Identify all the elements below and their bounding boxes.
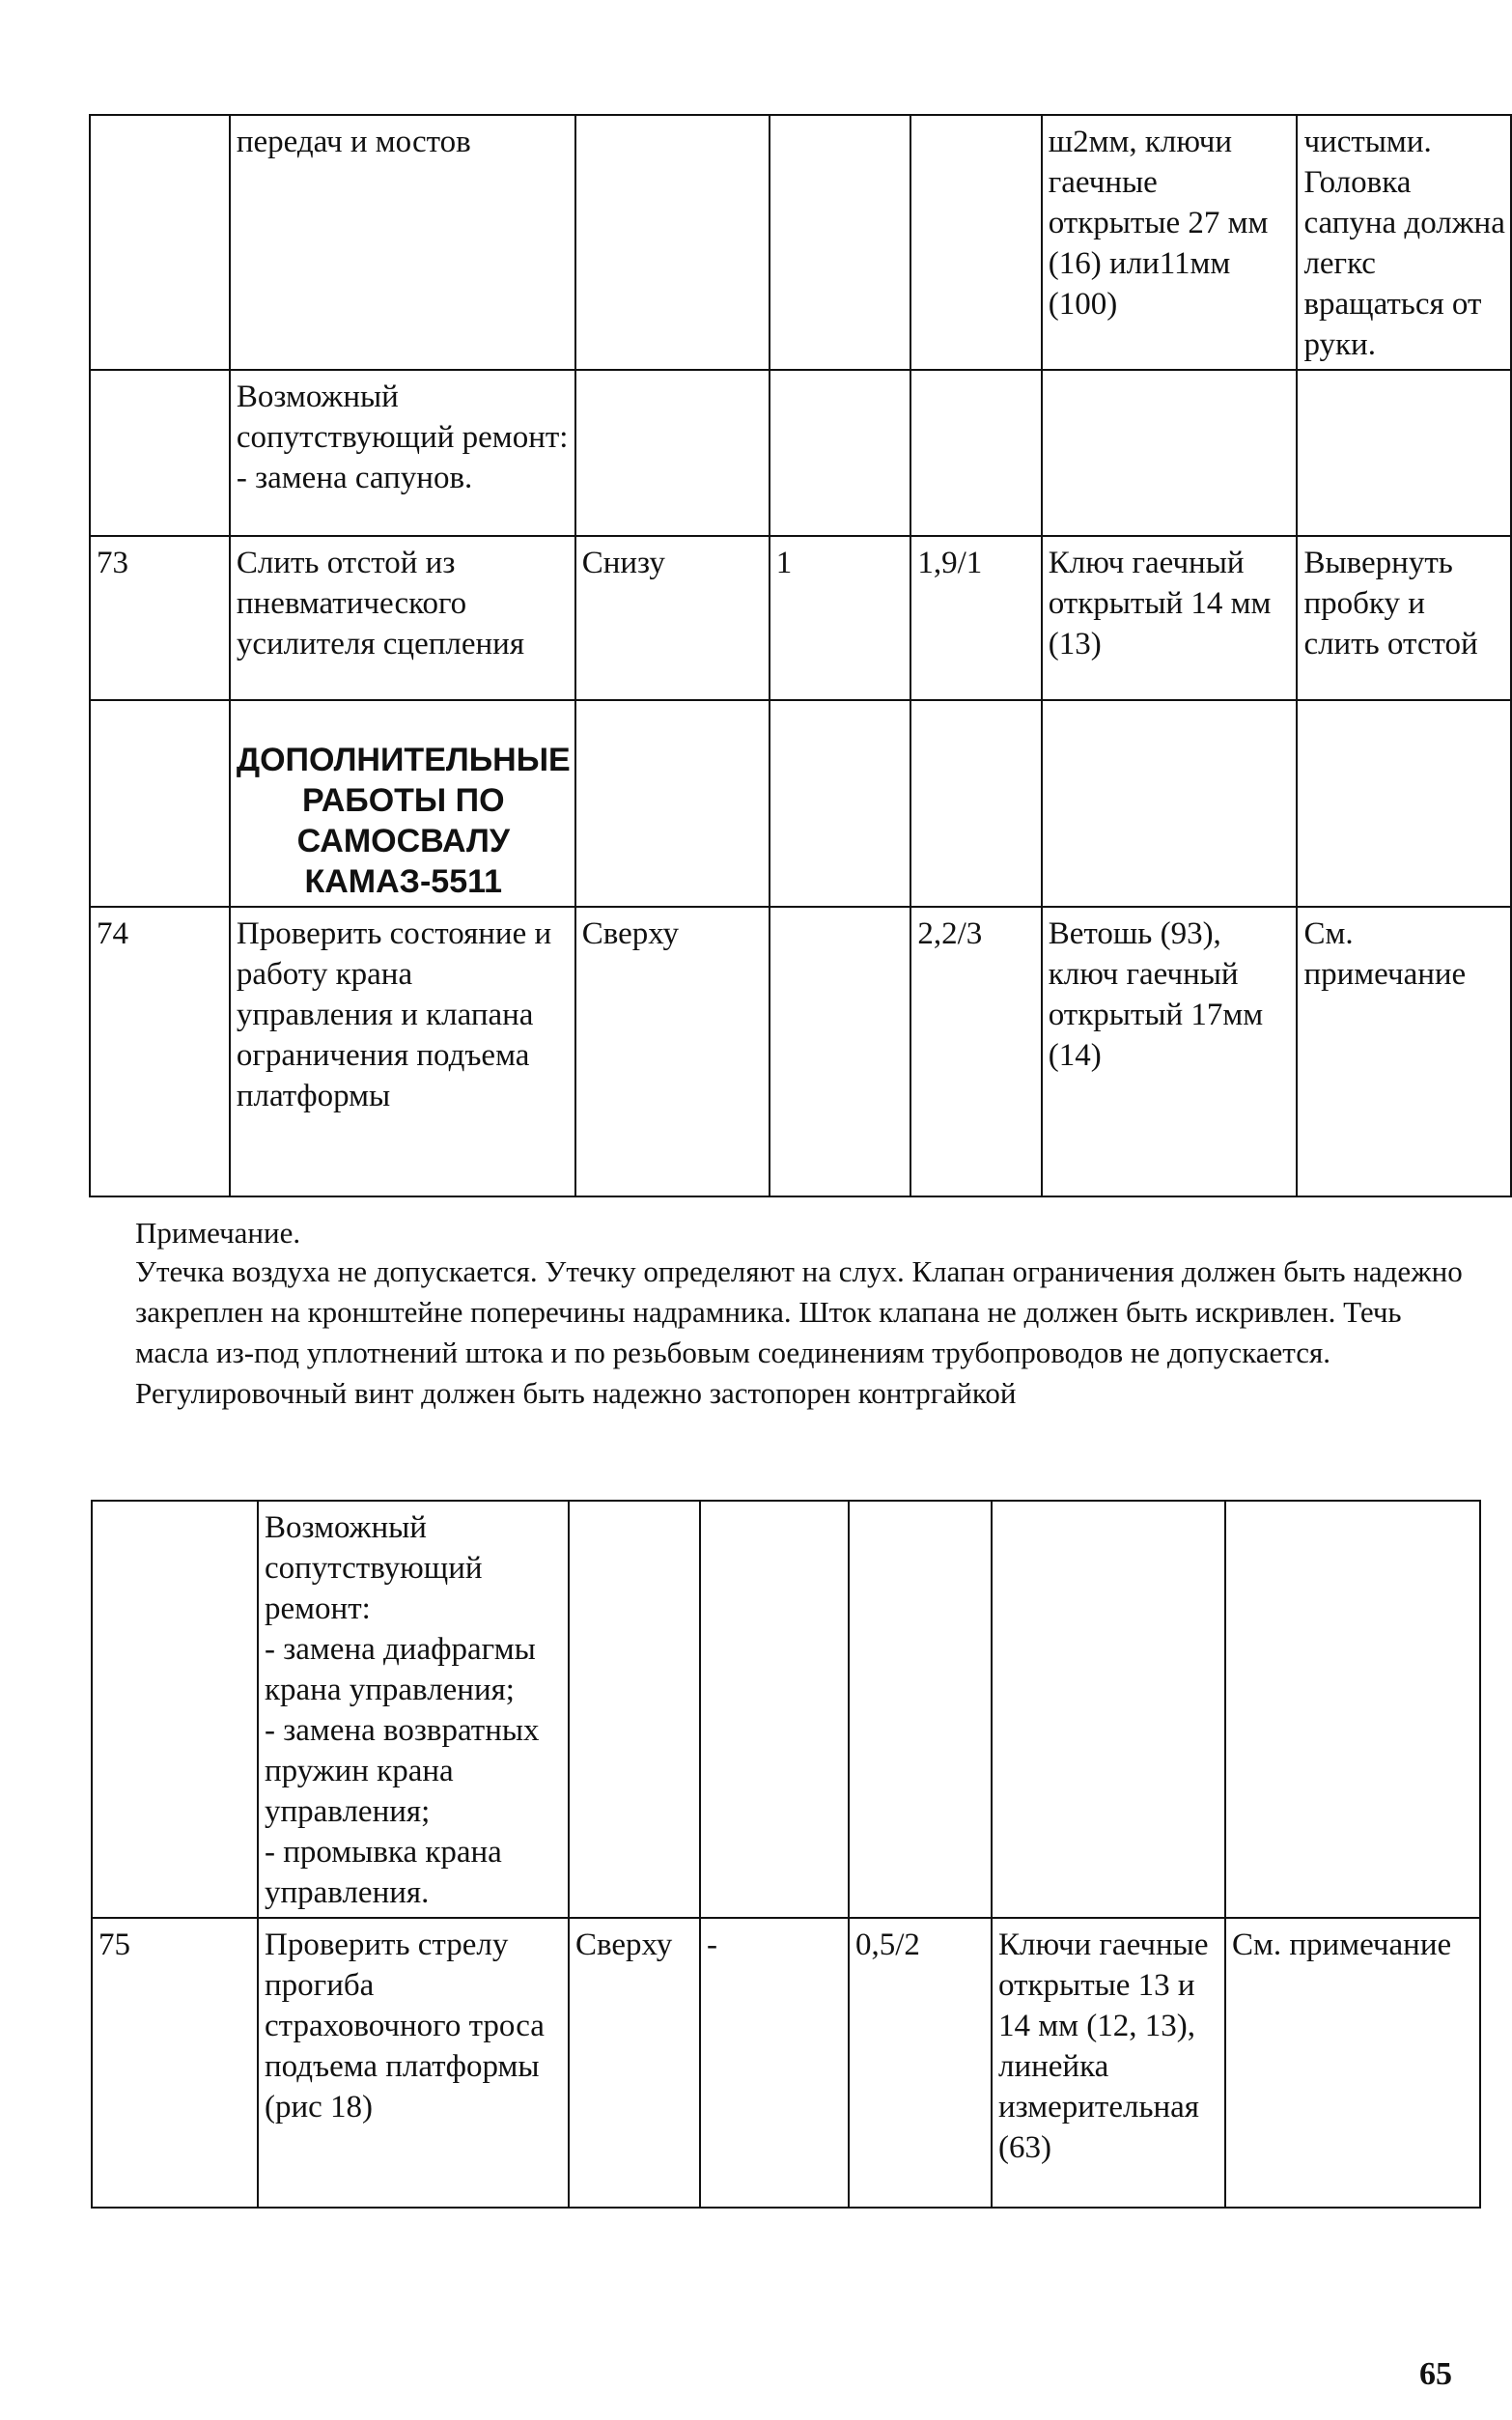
cell-requirements: Вывернуть пробку и слить отстой [1297, 536, 1511, 700]
cell-place: Сверху [575, 907, 770, 1196]
cell-count [770, 907, 911, 1196]
table-row [92, 1918, 1480, 2208]
table-row [90, 536, 1511, 700]
cell-tools: Ключи гаечные открытые 13 и 14 мм (12, 13), линейка измерительная (63) [992, 1918, 1225, 2208]
section-heading: ДОПОЛНИТЕЛЬНЫЕ РАБОТЫ ПО САМОСВАЛУ КАМАЗ-5511 [230, 700, 575, 907]
cell-operation: Проверить состояние и работу крана управления и клапана ограничения подъема платформы [230, 907, 575, 1196]
cell-operation: Возможный сопутствующий ремонт: - замена диафрагмы крана управления; - замена возвратных пружин крана управления; - промывка крана управления. [258, 1501, 569, 1918]
cell-count [770, 115, 911, 370]
cell-count: 1 [770, 536, 911, 700]
cell-requirements [1225, 1501, 1480, 1918]
cell-tools [1042, 700, 1298, 907]
cell-tools: Ключ гаечный открытый 14 мм (13) [1042, 536, 1298, 700]
cell-num [90, 700, 230, 907]
cell-place: Снизу [575, 536, 770, 700]
cell-tools: Ветошь (93), ключ гаечный открытый 17мм (14) [1042, 907, 1298, 1196]
cell-num [90, 115, 230, 370]
table-row [90, 907, 1511, 1196]
cell-tools: ш2мм, ключи гаечные открытые 27 мм (16) или11мм (100) [1042, 115, 1298, 370]
cell-operation: Проверить стрелу прогиба страховочного троса подъема платформы (рис 18) [258, 1918, 569, 2208]
cell-requirements: См. примечание [1297, 907, 1511, 1196]
cell-place [569, 1501, 700, 1918]
cell-num: 75 [92, 1918, 258, 2208]
cell-requirements: чистыми. Головка сапуна должна легкс вращаться от руки. [1297, 115, 1511, 370]
cell-requirements [1297, 700, 1511, 907]
cell-tools [1042, 370, 1298, 536]
cell-labor [910, 370, 1041, 536]
cell-operation: Возможный сопутствующий ремонт: - замена сапунов. [230, 370, 575, 536]
note-title: Примечание. [135, 1216, 301, 1250]
table-row [90, 370, 1511, 536]
cell-labor: 1,9/1 [910, 536, 1041, 700]
cell-place: Сверху [569, 1918, 700, 2208]
cell-operation: Слить отстой из пневматического усилителя сцепления [230, 536, 575, 700]
cell-num [92, 1501, 258, 1918]
cell-count [700, 1501, 849, 1918]
cell-count [770, 700, 911, 907]
maintenance-table-top [89, 114, 1512, 1197]
cell-labor [910, 700, 1041, 907]
cell-labor: 0,5/2 [849, 1918, 992, 2208]
cell-place [575, 370, 770, 536]
cell-place [575, 700, 770, 907]
cell-num [90, 370, 230, 536]
cell-count: - [700, 1918, 849, 2208]
cell-requirements [1297, 370, 1511, 536]
table-row [92, 1501, 1480, 1918]
cell-labor [910, 115, 1041, 370]
cell-tools [992, 1501, 1225, 1918]
cell-count [770, 370, 911, 536]
table-row [90, 115, 1511, 370]
cell-num: 74 [90, 907, 230, 1196]
cell-place [575, 115, 770, 370]
cell-labor: 2,2/3 [910, 907, 1041, 1196]
cell-operation: передач и мостов [230, 115, 575, 370]
page-number: 65 [1419, 2356, 1452, 2392]
cell-num: 73 [90, 536, 230, 700]
cell-labor [849, 1501, 992, 1918]
maintenance-table-bottom [91, 1500, 1481, 2209]
table-row [90, 700, 1511, 907]
note-body: Утечка воздуха не допускается. Утечку определяют на слух. Клапан ограничения должен быть надежно закреплен на кронштейне поперечины надрамника. Шток клапана не должен быть искривлен. Течь масла из-под уплотнений штока и по резьбовым соединениям трубопроводов не допускается. Регулировочный винт должен быть надежно застопорен контргайкой [135, 1254, 1463, 1410]
cell-requirements: См. примечание [1225, 1918, 1480, 2208]
